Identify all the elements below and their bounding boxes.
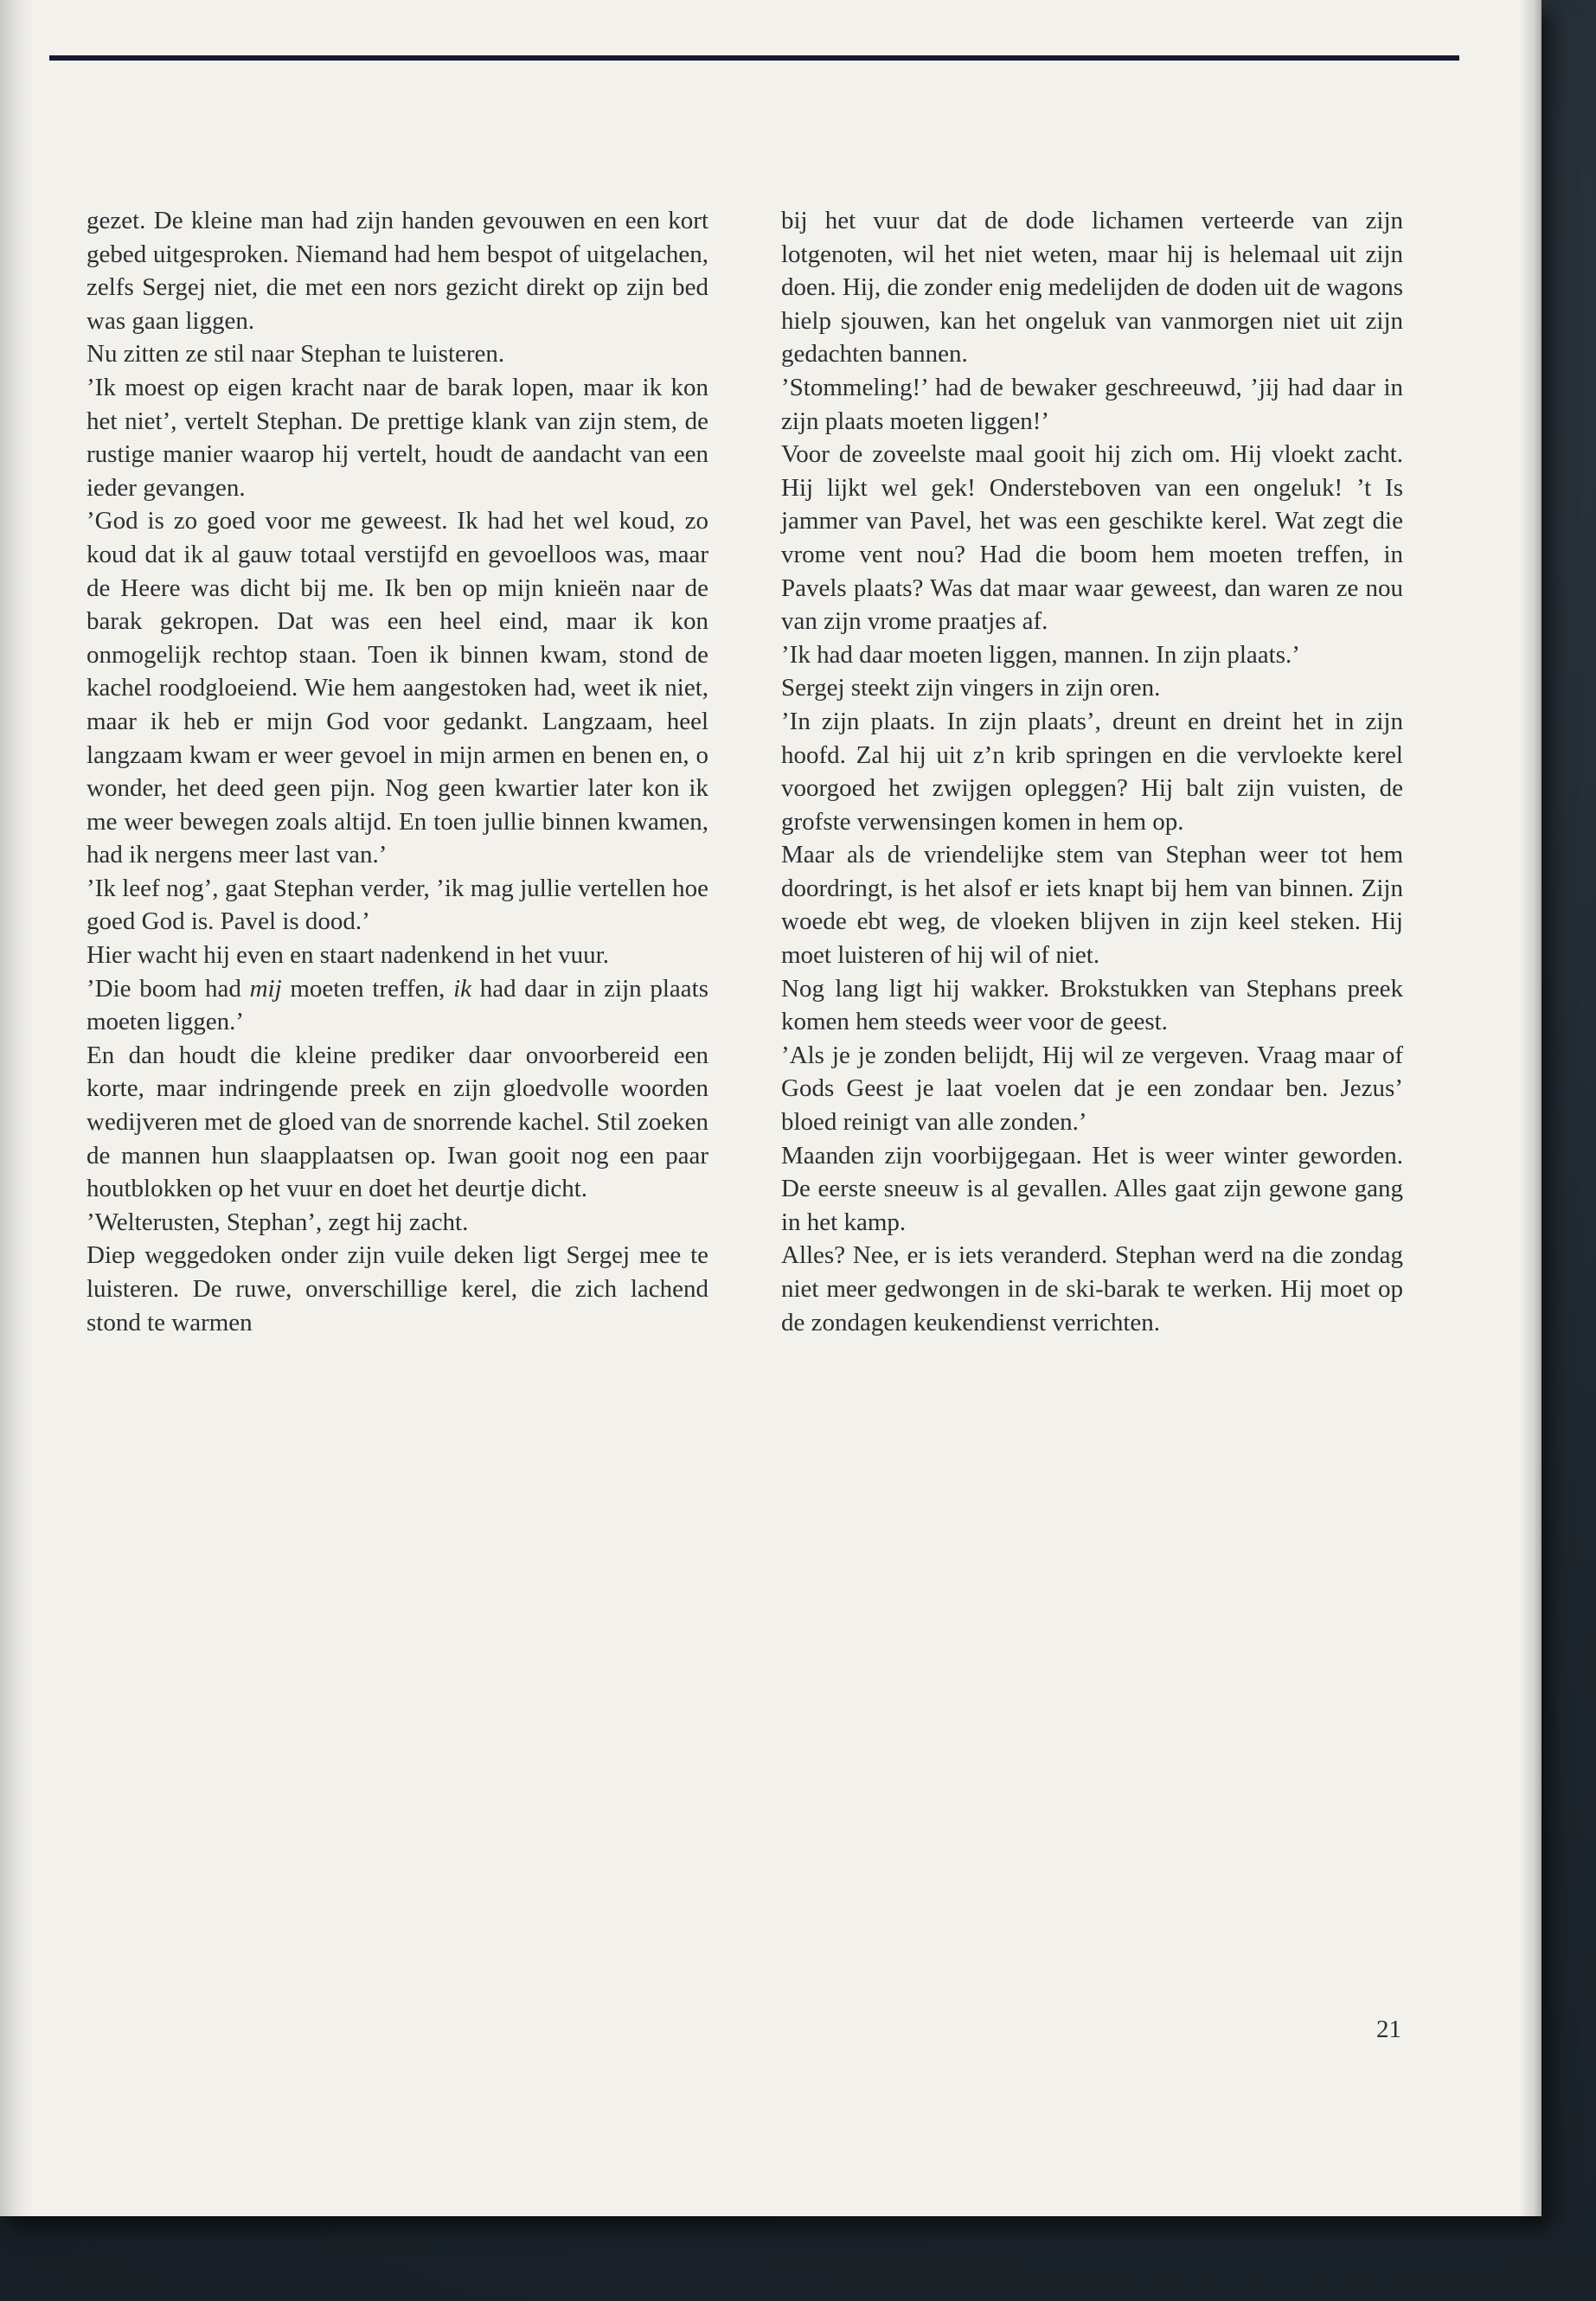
italic-word: mij — [249, 974, 282, 1003]
paragraph: ’Ik moest op eigen kracht naar de barak lopen, maar ik kon het niet’, vertelt Stephan. De prettige klank van zijn stem, de rustige manier waarop hij vertelt, houdt de aandacht van een ieder gevangen. — [87, 373, 708, 502]
paragraph: ’Stommeling!’ had de bewaker geschreeuwd, ’jij had daar in zijn plaats moeten liggen!’ — [781, 373, 1403, 435]
paragraph: ’Als je je zonden belijdt, Hij wil ze vergeven. Vraag maar of Gods Geest je laat voelen dat je een zondaar ben. Jezus’ bloed reinigt van alle zonden.’ — [781, 1041, 1403, 1137]
paragraph: Voor de zoveelste maal gooit hij zich om. Hij vloekt zacht. Hij lijkt wel gek! Ondersteboven van een ongeluk! ’t Is jammer van Pavel, het was een geschikte kerel. Wat zegt die vrome vent nou? Had die boom hem moeten treffen, in Pavels plaats? Was dat maar waar geweest, dan waren ze nou van zijn vrome praatjes af. — [781, 440, 1403, 636]
paragraph: Alles? Nee, er is iets veranderd. Stephan werd na die zondag niet meer gedwongen in de ski-barak te werken. Hij moet op de zondagen keukendienst verrichten. — [781, 1241, 1403, 1336]
italic-word: ik — [453, 974, 472, 1003]
paragraph: ’Welterusten, Stephan’, zegt hij zacht. — [87, 1208, 469, 1236]
page-number: 21 — [1376, 2016, 1401, 2043]
paragraph: ’In zijn plaats. In zijn plaats’, dreunt en dreint het in zijn hoofd. Zal hij uit z’n krib springen en die vervloekte kerel voorgoed het zwijgen opleggen? Hij balt zijn vuisten, de grofste verwensingen komen in hem op. — [781, 707, 1403, 836]
paragraph: En dan houdt die kleine prediker daar onvoorbereid een korte, maar indringende preek en zijn gloedvolle woorden wedijveren met de gloed van de snorrende kachel. Stil zoeken de mannen hun slaapplaatsen op. Iwan gooit nog een paar houtblokken op het vuur en doet het deurtje dicht. — [87, 1041, 708, 1203]
paragraph: Diep weggedoken onder zijn vuile deken ligt Sergej mee te luisteren. De ruwe, onverschillige kerel, die zich lachend stond te warmen — [87, 1241, 708, 1336]
paragraph: Maar als de vriendelijke stem van Stephan weer tot hem doordringt, is het alsof er iets knapt bij hem van binnen. Zijn woede ebt weg, de vloeken blijven in zijn keel steken. Hij moet luisteren of hij wil of niet. — [781, 841, 1403, 970]
paragraph: Hier wacht hij even en staart nadenkend in het vuur. — [87, 941, 609, 970]
paragraph: Nog lang ligt hij wakker. Brokstukken van Stephans preek komen hem steeds weer voor de geest. — [781, 974, 1403, 1036]
paragraph: Sergej steekt zijn vingers in zijn oren. — [781, 674, 1161, 702]
paragraph: ’God is zo goed voor me geweest. Ik had het wel koud, zo koud dat ik al gauw totaal verstijfd en gevoelloos was, maar de Heere was dicht bij me. Ik ben op mijn knieën naar de barak gekropen. Dat was een heel eind, maar ik kon onmogelijk rechtop staan. Toen ik binnen kwam, stond de kachel roodgloeiend. Wie hem aangestoken had, weet ik niet, maar ik heb er mijn God voor gedankt. Langzaam, heel langzaam kwam er weer gevoel in mijn armen en benen en, o wonder, het deed geen pijn. Nog geen kwartier later kon ik me weer bewegen zoals altijd. En toen jullie binnen kwamen, had ik nergens meer last van.’ — [87, 507, 708, 869]
paragraph: ’Ik had daar moeten liggen, mannen. In zijn plaats.’ — [781, 640, 1300, 669]
text-columns — [87, 204, 1403, 1339]
right-column — [781, 204, 1403, 1339]
header-rule — [49, 55, 1459, 61]
paragraph: bij het vuur dat de dode lichamen verteerde van zijn lotgenoten, wil het niet weten, maar hij is helemaal uit zijn doen. Hij, die zonder enig medelijden de doden uit de wagons hielp sjouwen, kan het ongeluk van vanmorgen niet uit zijn gedachten bannen. — [781, 207, 1403, 369]
left-column — [87, 204, 708, 1339]
paragraph: Nu zitten ze stil naar Stephan te luisteren. — [87, 340, 505, 369]
paragraph-die-boom — [87, 972, 708, 1039]
paragraph: gezet. De kleine man had zijn handen gevouwen en een kort gebed uitgesproken. Niemand had hem bespot of uitgelachen, zelfs Sergej niet, die met een nors gezicht direkt op zijn bed was gaan liggen. — [87, 207, 708, 335]
text-segment: had daar in zijn plaats moeten liggen.’ — [87, 974, 708, 1036]
text-segment: moeten treffen, — [281, 974, 454, 1003]
paragraph: ’Ik leef nog’, gaat Stephan verder, ’ik mag jullie vertellen hoe goed God is. Pavel is dood.’ — [87, 874, 708, 936]
paragraph: Maanden zijn voorbijgegaan. Het is weer winter geworden. De eerste sneeuw is al gevallen. Alles gaat zijn gewone gang in het kamp. — [781, 1141, 1403, 1236]
text-segment: ’Die boom had — [87, 974, 250, 1003]
